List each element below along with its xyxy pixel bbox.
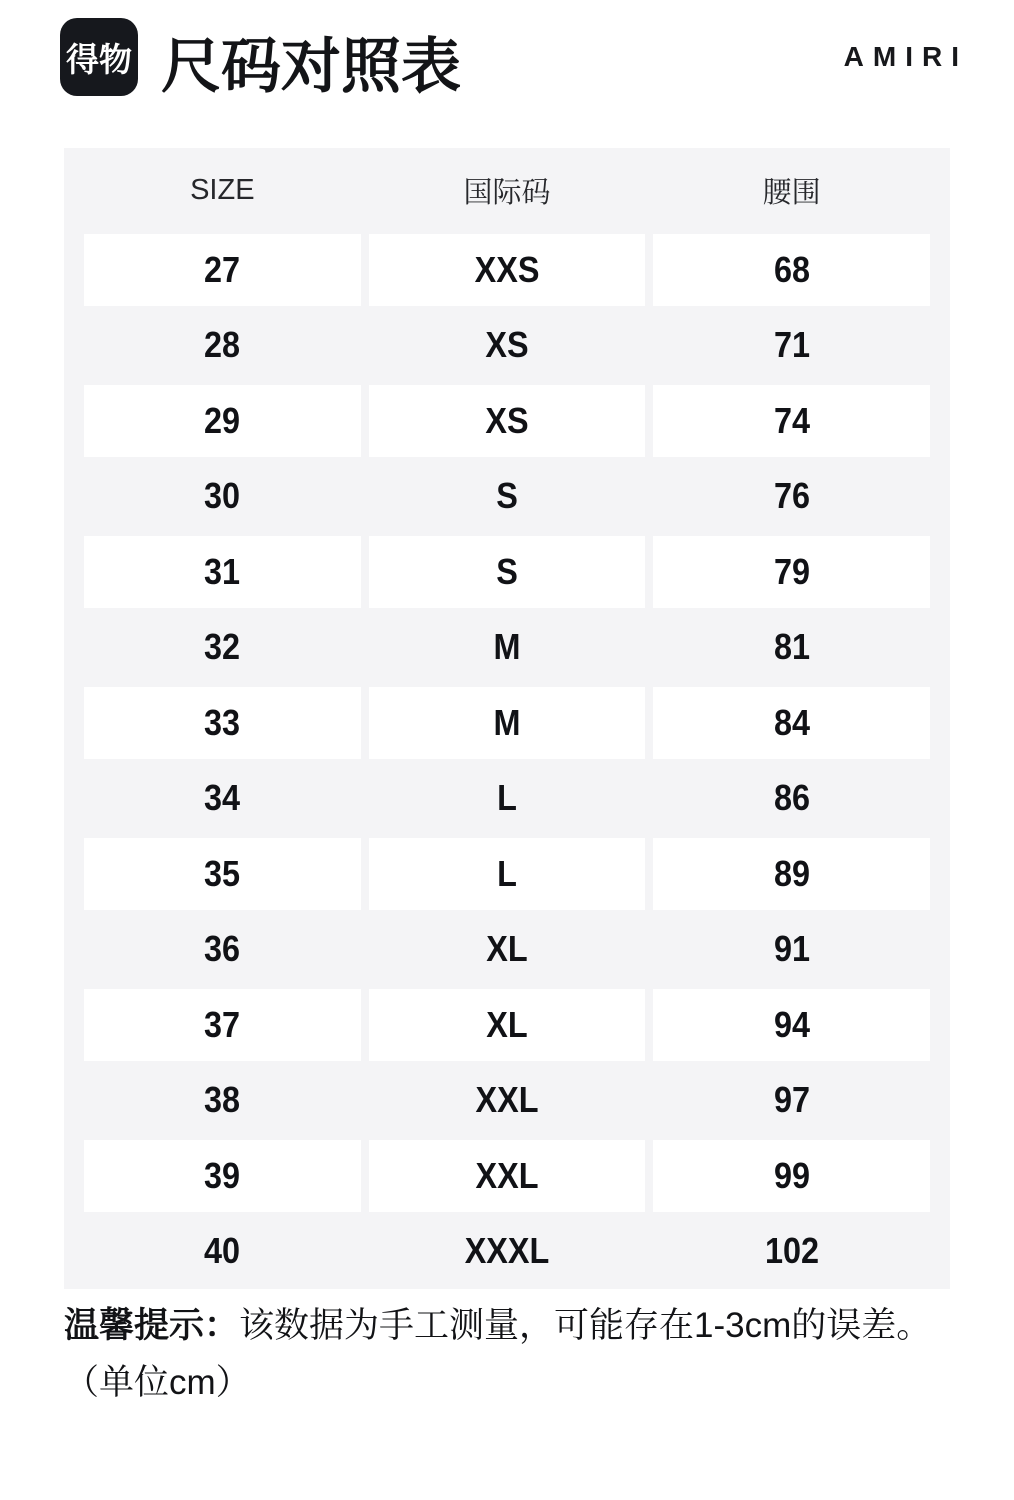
table-cell: 28: [204, 324, 241, 366]
table-cell: 30: [204, 475, 241, 517]
table-row: [84, 383, 930, 459]
footnote: [64, 1297, 970, 1411]
table-cell: 36: [204, 928, 241, 970]
table-cell: 40: [204, 1230, 241, 1272]
table-cell: L: [497, 777, 517, 819]
table-row: [84, 459, 930, 535]
footnote-text: 该数据为手工测量，可能存在1-3cm的误差。: [239, 1306, 932, 1345]
table-row: [84, 1138, 930, 1214]
size-table: [64, 148, 950, 1289]
table-row: [84, 610, 930, 686]
table-row: [84, 685, 930, 761]
table-row: [84, 534, 930, 610]
table-cell: 97: [773, 1079, 810, 1121]
table-cell: M: [369, 687, 646, 759]
table-cell: XS: [369, 385, 646, 457]
table-cell: 71: [773, 324, 810, 366]
table-cell: 39: [84, 1140, 361, 1212]
table-row: [84, 1063, 930, 1139]
column-header: SIZE: [190, 173, 255, 206]
brand-logo-amiri: AMIRI: [843, 41, 968, 72]
table-cell: 34: [204, 777, 241, 819]
table-cell: XXS: [369, 234, 646, 306]
page-title: 尺码对照表: [161, 33, 461, 100]
table-cell: S: [496, 475, 518, 517]
table-row: [84, 1214, 930, 1290]
table-cell: 84: [653, 687, 930, 759]
table-row: [84, 987, 930, 1063]
table-cell: XXXL: [464, 1230, 550, 1272]
table-cell: XXL: [475, 1079, 539, 1121]
footnote-unit: （单位cm）: [64, 1363, 251, 1402]
column-header: 腰围: [762, 176, 821, 209]
table-row: [84, 232, 930, 308]
table-cell: S: [369, 536, 646, 608]
table-cell: 94: [653, 989, 930, 1061]
table-cell: 86: [773, 777, 810, 819]
dewu-logo-text: 得物: [66, 40, 132, 78]
table-cell: XXL: [369, 1140, 646, 1212]
table-cell: 31: [84, 536, 361, 608]
table-cell: 81: [773, 626, 810, 668]
table-cell: 91: [773, 928, 810, 970]
table-row: [84, 912, 930, 988]
table-row: [84, 836, 930, 912]
table-cell: 89: [653, 838, 930, 910]
table-cell: 68: [653, 234, 930, 306]
table-cell: 102: [764, 1230, 819, 1272]
table-cell: M: [493, 626, 521, 668]
table-cell: XL: [486, 928, 528, 970]
table-cell: 27: [84, 234, 361, 306]
footnote-label: 温馨提示：: [64, 1306, 240, 1345]
table-cell: XS: [485, 324, 529, 366]
dewu-logo: [60, 18, 138, 96]
table-cell: 79: [653, 536, 930, 608]
size-table-header-row: [64, 148, 950, 232]
table-cell: 35: [84, 838, 361, 910]
table-cell: XL: [369, 989, 646, 1061]
table-cell: 33: [84, 687, 361, 759]
column-header: 国际码: [463, 176, 551, 209]
size-table-body: [64, 232, 950, 1289]
table-row: [84, 761, 930, 837]
table-cell: 38: [204, 1079, 241, 1121]
table-cell: 74: [653, 385, 930, 457]
table-row: [84, 308, 930, 384]
table-cell: L: [369, 838, 646, 910]
table-cell: 29: [84, 385, 361, 457]
table-cell: 76: [773, 475, 810, 517]
table-cell: 99: [653, 1140, 930, 1212]
table-cell: 32: [204, 626, 241, 668]
table-cell: 37: [84, 989, 361, 1061]
